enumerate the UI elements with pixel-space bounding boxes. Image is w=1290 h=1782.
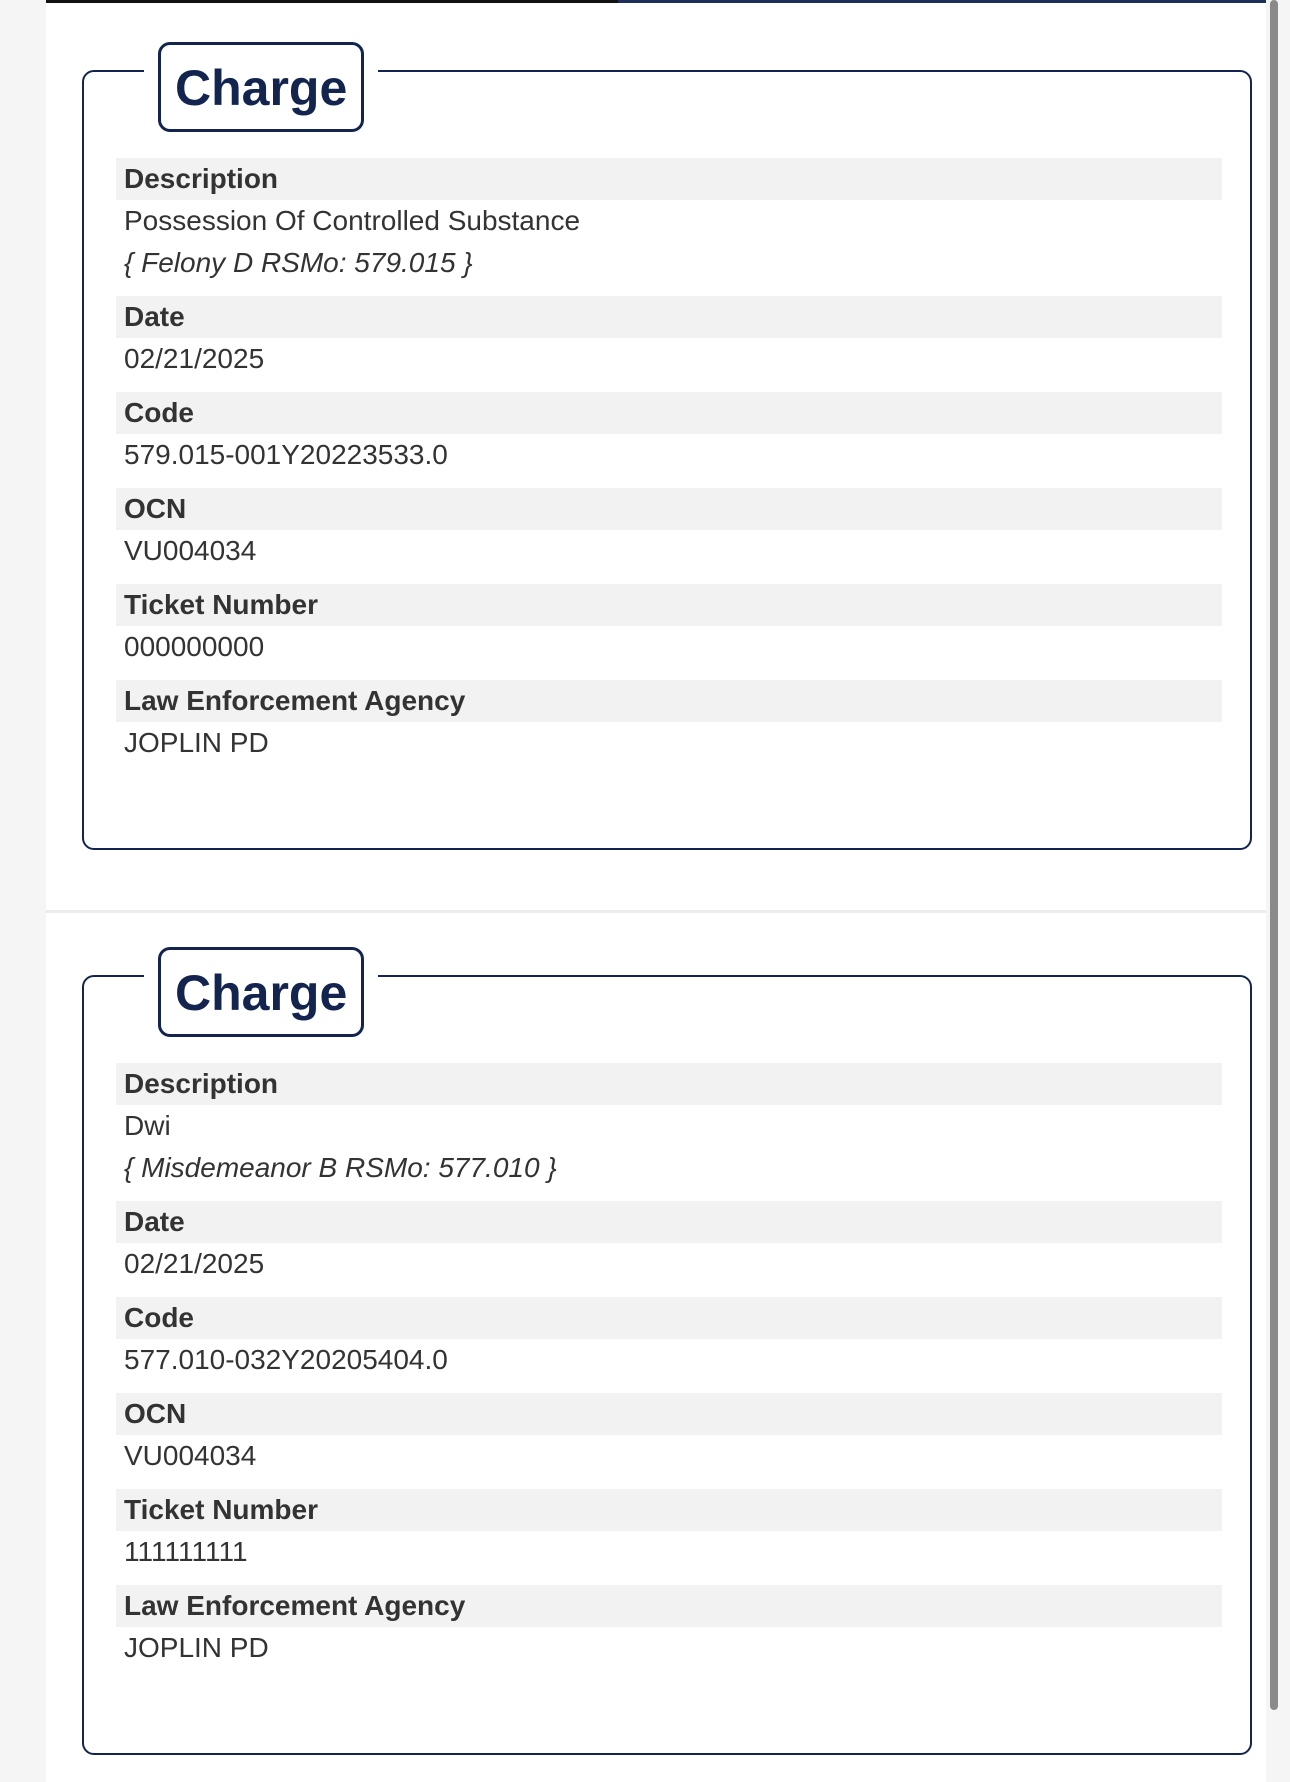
top-strip: [46, 0, 1266, 3]
charge-legend: [144, 947, 378, 1037]
description-text: Possession Of Controlled Substance: [124, 205, 581, 236]
ocn-value: VU004034: [124, 1440, 257, 1471]
date-label: Date: [116, 296, 1222, 338]
charge-panel: [82, 965, 1252, 1755]
date-value: 02/21/2025: [124, 1248, 265, 1279]
description-detail: { Felony D RSMo: 579.015 }: [124, 247, 473, 278]
date-value: 02/21/2025: [124, 343, 265, 374]
description-label: Description: [116, 158, 1222, 200]
agency-label: Law Enforcement Agency: [116, 680, 1222, 722]
charge-fields: [116, 158, 1222, 776]
section-divider: [46, 910, 1266, 913]
ocn-value: VU004034: [124, 535, 257, 566]
description-label: Description: [116, 1063, 1222, 1105]
description-value: [116, 200, 1222, 296]
code-value: 579.015-001Y20223533.0: [124, 439, 448, 470]
code-value: 577.010-032Y20205404.0: [124, 1344, 448, 1375]
agency-label: Law Enforcement Agency: [116, 1585, 1222, 1627]
ticket-number-value: 111111111: [124, 1536, 248, 1567]
top-strip-navy: [618, 0, 1266, 3]
charge-legend: [144, 42, 378, 132]
description-text: Dwi: [124, 1110, 171, 1141]
ticket-number-value: 000000000: [124, 631, 265, 662]
ocn-label: OCN: [116, 1393, 1222, 1435]
code-label: Code: [116, 392, 1222, 434]
agency-value: JOPLIN PD: [124, 1632, 269, 1663]
description-value: [116, 1105, 1222, 1201]
charge-panel: [82, 60, 1252, 850]
ticket-number-label: Ticket Number: [116, 584, 1222, 626]
description-detail: { Misdemeanor B RSMo: 577.010 }: [124, 1152, 557, 1183]
charge-fields: [116, 1063, 1222, 1681]
ticket-number-label: Ticket Number: [116, 1489, 1222, 1531]
date-label: Date: [116, 1201, 1222, 1243]
page: [46, 0, 1266, 1782]
charge-legend-title: Charge: [158, 42, 364, 132]
vertical-scrollbar[interactable]: [1270, 0, 1278, 1710]
ocn-label: OCN: [116, 488, 1222, 530]
charge-legend-title: Charge: [158, 947, 364, 1037]
code-label: Code: [116, 1297, 1222, 1339]
top-strip-dark: [46, 0, 618, 3]
agency-value: JOPLIN PD: [124, 727, 269, 758]
